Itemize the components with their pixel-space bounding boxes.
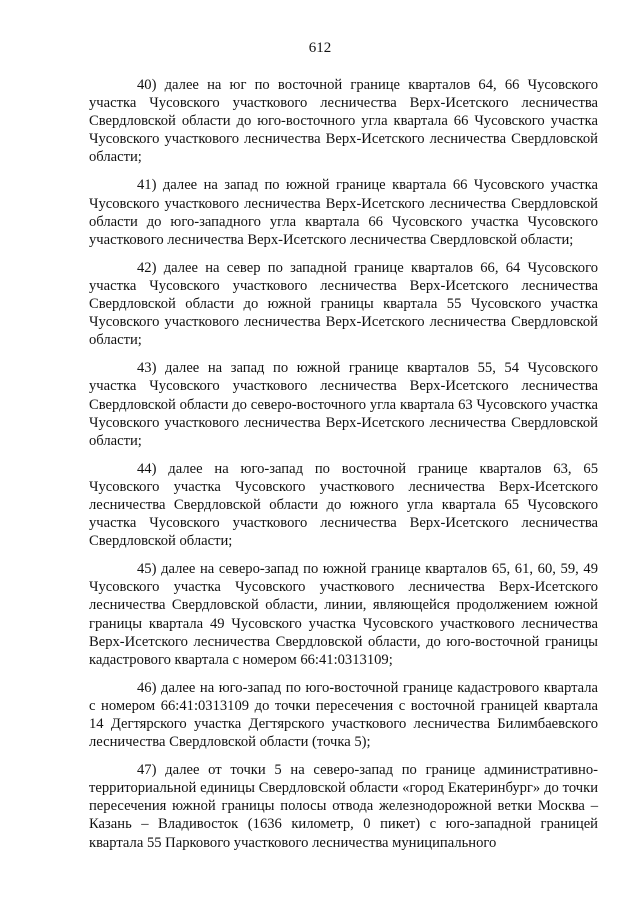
document-body: [89, 76, 598, 862]
paragraph-46: 46) далее на юго-запад по юго-восточной границе кадастрового квартала с номером 66:41:0313109 до точки пересечения с восточной границей квартала 14 Дегтярского участка Дегтярского участкового лесничества Билимбаевского лесничества Свердловской области (точка 5);: [89, 679, 598, 751]
paragraph-47: 47) далее от точки 5 на северо-запад по границе административно-территориальной единицы Свердловской области «город Екатеринбург» до точки пересечения южной границы полосы отвода железнодорожной ветки Москва – Казань – Владивосток (1636 километр, 0 пикет) с юго-западной границей квартала 55 Паркового участкового лесничества муниципального: [89, 762, 598, 851]
page-number: 612: [308, 40, 332, 56]
paragraph-40: 40) далее на юг по восточной границе кварталов 64, 66 Чусовского участка Чусовского участкового лесничества Верх-Исетского лесничества Свердловской области до юго-восточного угла квартала 66 Чусовского участка Чусовского участкового лесничества Верх-Исетского лесничества Свердловской области;: [89, 77, 598, 166]
paragraph-44: 44) далее на юго-запад по восточной границе кварталов 63, 65 Чусовского участка Чусовского участкового лесничества Верх-Исетского лесничества Свердловской области до южного угла квартала 65 Чусовского участка Чусовского участкового лесничества Верх-Исетского лесничества Свердловской области;: [89, 460, 598, 550]
paragraph-42: 42) далее на север по западной границе кварталов 66, 64 Чусовского участка Чусовского участкового лесничества Верх-Исетского лесничества Свердловской области до южной границы квартала 55 Чусовского участка Чусовского участкового лесничества Верх-Исетского лесничества Свердловской области;: [89, 259, 598, 349]
paragraph-45: 45) далее на северо-запад по южной границе кварталов 65, 61, 60, 59, 49 Чусовского участка Чусовского участкового лесничества Верх-Исетского лесничества Свердловской области, линии, являющейся продолжением южной границы квартала 49 Чусовского участка Чусовского участкового лесничества Верх-Исетского лесничества Свердловской области, до юго-восточной границы кадастрового квартала с номером 66:41:0313109;: [89, 561, 598, 668]
paragraph-43: 43) далее на запад по южной границе кварталов 55, 54 Чусовского участка Чусовского участкового лесничества Верх-Исетского лесничества Свердловской области до северо-восточного угла квартала 63 Чусовского участка Чусовского участкового лесничества Верх-Исетского лесничества Свердловской области;: [89, 360, 598, 449]
paragraph-41: 41) далее на запад по южной границе квартала 66 Чусовского участка Чусовского участкового лесничества Верх-Исетского лесничества Свердловской области до юго-западного угла квартала 66 Чусовского участка Чусовского участкового лесничества Верх-Исетского лесничества Свердловской области;: [89, 177, 598, 248]
